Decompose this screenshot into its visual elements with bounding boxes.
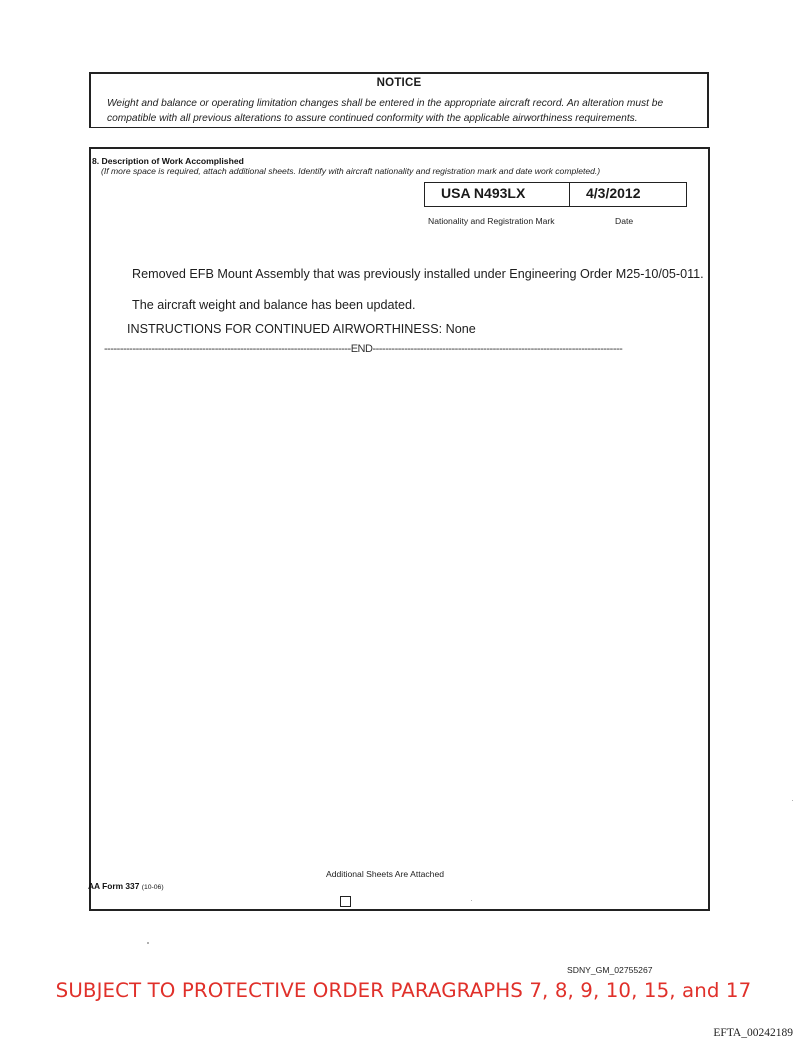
form-id bbox=[88, 881, 164, 891]
section-instructions: (If more space is required, attach additional sheets. Identify with aircraft nationality and registration mark and date work completed.) bbox=[101, 166, 601, 176]
registration-field: USA N493LX bbox=[424, 182, 570, 207]
notice-text: Weight and balance or operating limitation changes shall be entered in the appropriate aircraft record. An alteration must be compatible with all previous alterations to assure continued conformity with the applicable airworthiness requirements. bbox=[107, 98, 664, 124]
notice-title: NOTICE bbox=[376, 77, 422, 89]
form-revision: (10-06) bbox=[141, 884, 164, 891]
scan-speck bbox=[471, 900, 472, 901]
registration-caption: Nationality and Registration Mark bbox=[428, 216, 555, 226]
scan-speck bbox=[792, 800, 793, 801]
efta-number: EFTA_00242189 bbox=[713, 1027, 793, 1039]
end-marker: ------------------------------------------------------------------------------END------------------------------------------------------------------------------- bbox=[104, 343, 623, 355]
work-description-box bbox=[89, 147, 710, 911]
work-line-removal: Removed EFB Mount Assembly that was previously installed under Engineering Order M25-10/05-011. bbox=[132, 267, 704, 281]
date-caption: Date bbox=[615, 216, 634, 226]
work-line-weight-balance: The aircraft weight and balance has been updated. bbox=[132, 298, 416, 312]
scan-speck bbox=[147, 942, 149, 944]
protective-order-notice: SUBJECT TO PROTECTIVE ORDER PARAGRAPHS 7, 8, 9, 10, 15, and 17 bbox=[55, 979, 752, 1002]
section-title: 8. Description of Work Accomplished bbox=[92, 156, 244, 166]
bates-number: SDNY_GM_02755267 bbox=[567, 965, 653, 975]
form-number: AA Form 337 bbox=[88, 881, 140, 891]
additional-sheets-checkbox[interactable] bbox=[340, 896, 351, 907]
work-line-instructions: INSTRUCTIONS FOR CONTINUED AIRWORTHINESS: None bbox=[127, 322, 476, 336]
notice-box bbox=[89, 72, 709, 128]
additional-sheets-label: Additional Sheets Are Attached bbox=[326, 869, 445, 879]
date-field: 4/3/2012 bbox=[569, 182, 687, 207]
